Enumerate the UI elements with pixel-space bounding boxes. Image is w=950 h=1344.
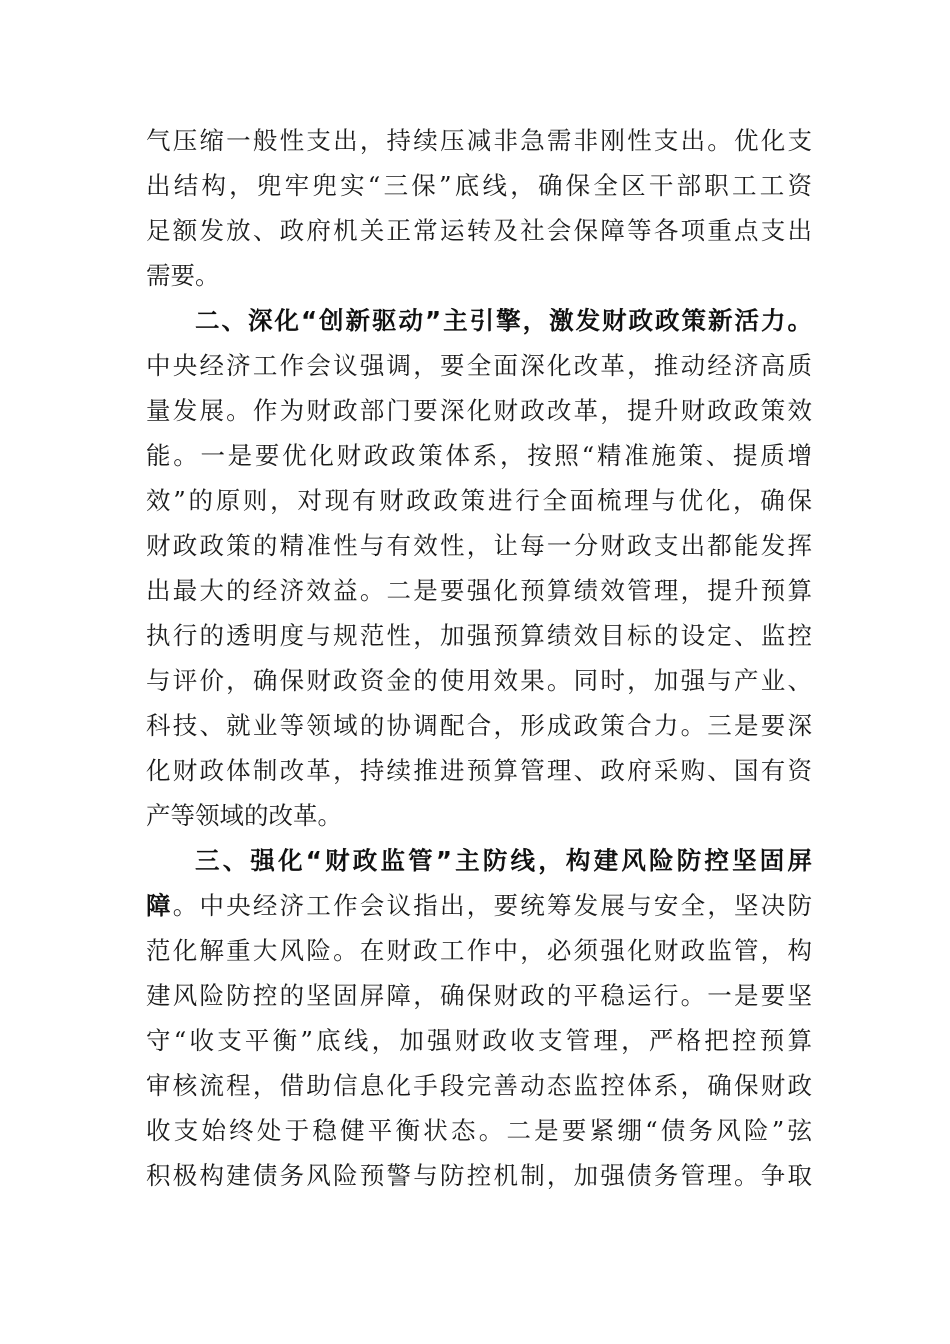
paragraph-line: 财政政策的精准性与有效性，让每一分财政支出都能发挥: [146, 531, 812, 560]
paragraph-line: 化财政体制改革，持续推进预算管理、政府采购、国有资: [146, 756, 812, 785]
paragraph-line: [146, 883, 812, 928]
paragraph-line: 范化解重大风险。在财政工作中，必须强化财政监管，构: [146, 936, 812, 965]
paragraph-line: 守“收支平衡”底线，加强财政收支管理，严格把控预算: [146, 1026, 812, 1055]
paragraph-line: 能。一是要优化财政政策体系，按照“精准施策、提质增: [146, 441, 812, 470]
paragraph-text: 。中央经济工作会议指出，要统筹发展与安全，坚决防: [172, 891, 812, 920]
paragraph-line: 审核流程，借助信息化手段完善动态监控体系，确保财政: [146, 1071, 812, 1100]
paragraph-line: 效”的原则，对现有财政政策进行全面梳理与优化，确保: [146, 486, 812, 515]
body-text: [146, 118, 812, 1198]
paragraph-line: 积极构建债务风险预警与防控机制，加强债务管理。争取: [146, 1161, 812, 1190]
paragraph-line: 出结构，兜牢兜实“三保”底线，确保全区干部职工工资: [146, 171, 812, 200]
paragraph-line: 量发展。作为财政部门要深化财政改革，提升财政政策效: [146, 396, 812, 425]
paragraph-line: 中央经济工作会议强调，要全面深化改革，推动经济高质: [146, 351, 812, 380]
paragraph-line: 出最大的经济效益。二是要强化预算绩效管理，提升预算: [146, 576, 812, 605]
paragraph-line: 产等领域的改革。: [146, 801, 342, 830]
paragraph-line: 需要。: [146, 261, 220, 290]
section-heading-3-end: 障: [146, 891, 173, 920]
paragraph-line: 收支始终处于稳健平衡状态。二是要紧绷“债务风险”弦: [146, 1116, 812, 1145]
paragraph-line: 与评价，确保财政资金的使用效果。同时，加强与产业、: [146, 666, 812, 695]
paragraph-line: 执行的透明度与规范性，加强预算绩效目标的设定、监控: [146, 621, 812, 650]
paragraph-line: 科技、就业等领域的协调配合，形成政策合力。三是要深: [146, 711, 812, 740]
paragraph-line: 足额发放、政府机关正常运转及社会保障等各项重点支出: [146, 216, 812, 245]
section-heading-3: 三、强化“财政监管”主防线，构建风险防控坚固屏: [195, 846, 812, 875]
paragraph-line: 建风险防控的坚固屏障，确保财政的平稳运行。一是要坚: [146, 981, 812, 1010]
section-heading-2: 二、深化“创新驱动”主引擎，激发财政政策新活力。: [195, 306, 812, 335]
paragraph-line: 气压缩一般性支出，持续压减非急需非刚性支出。优化支: [146, 126, 812, 155]
